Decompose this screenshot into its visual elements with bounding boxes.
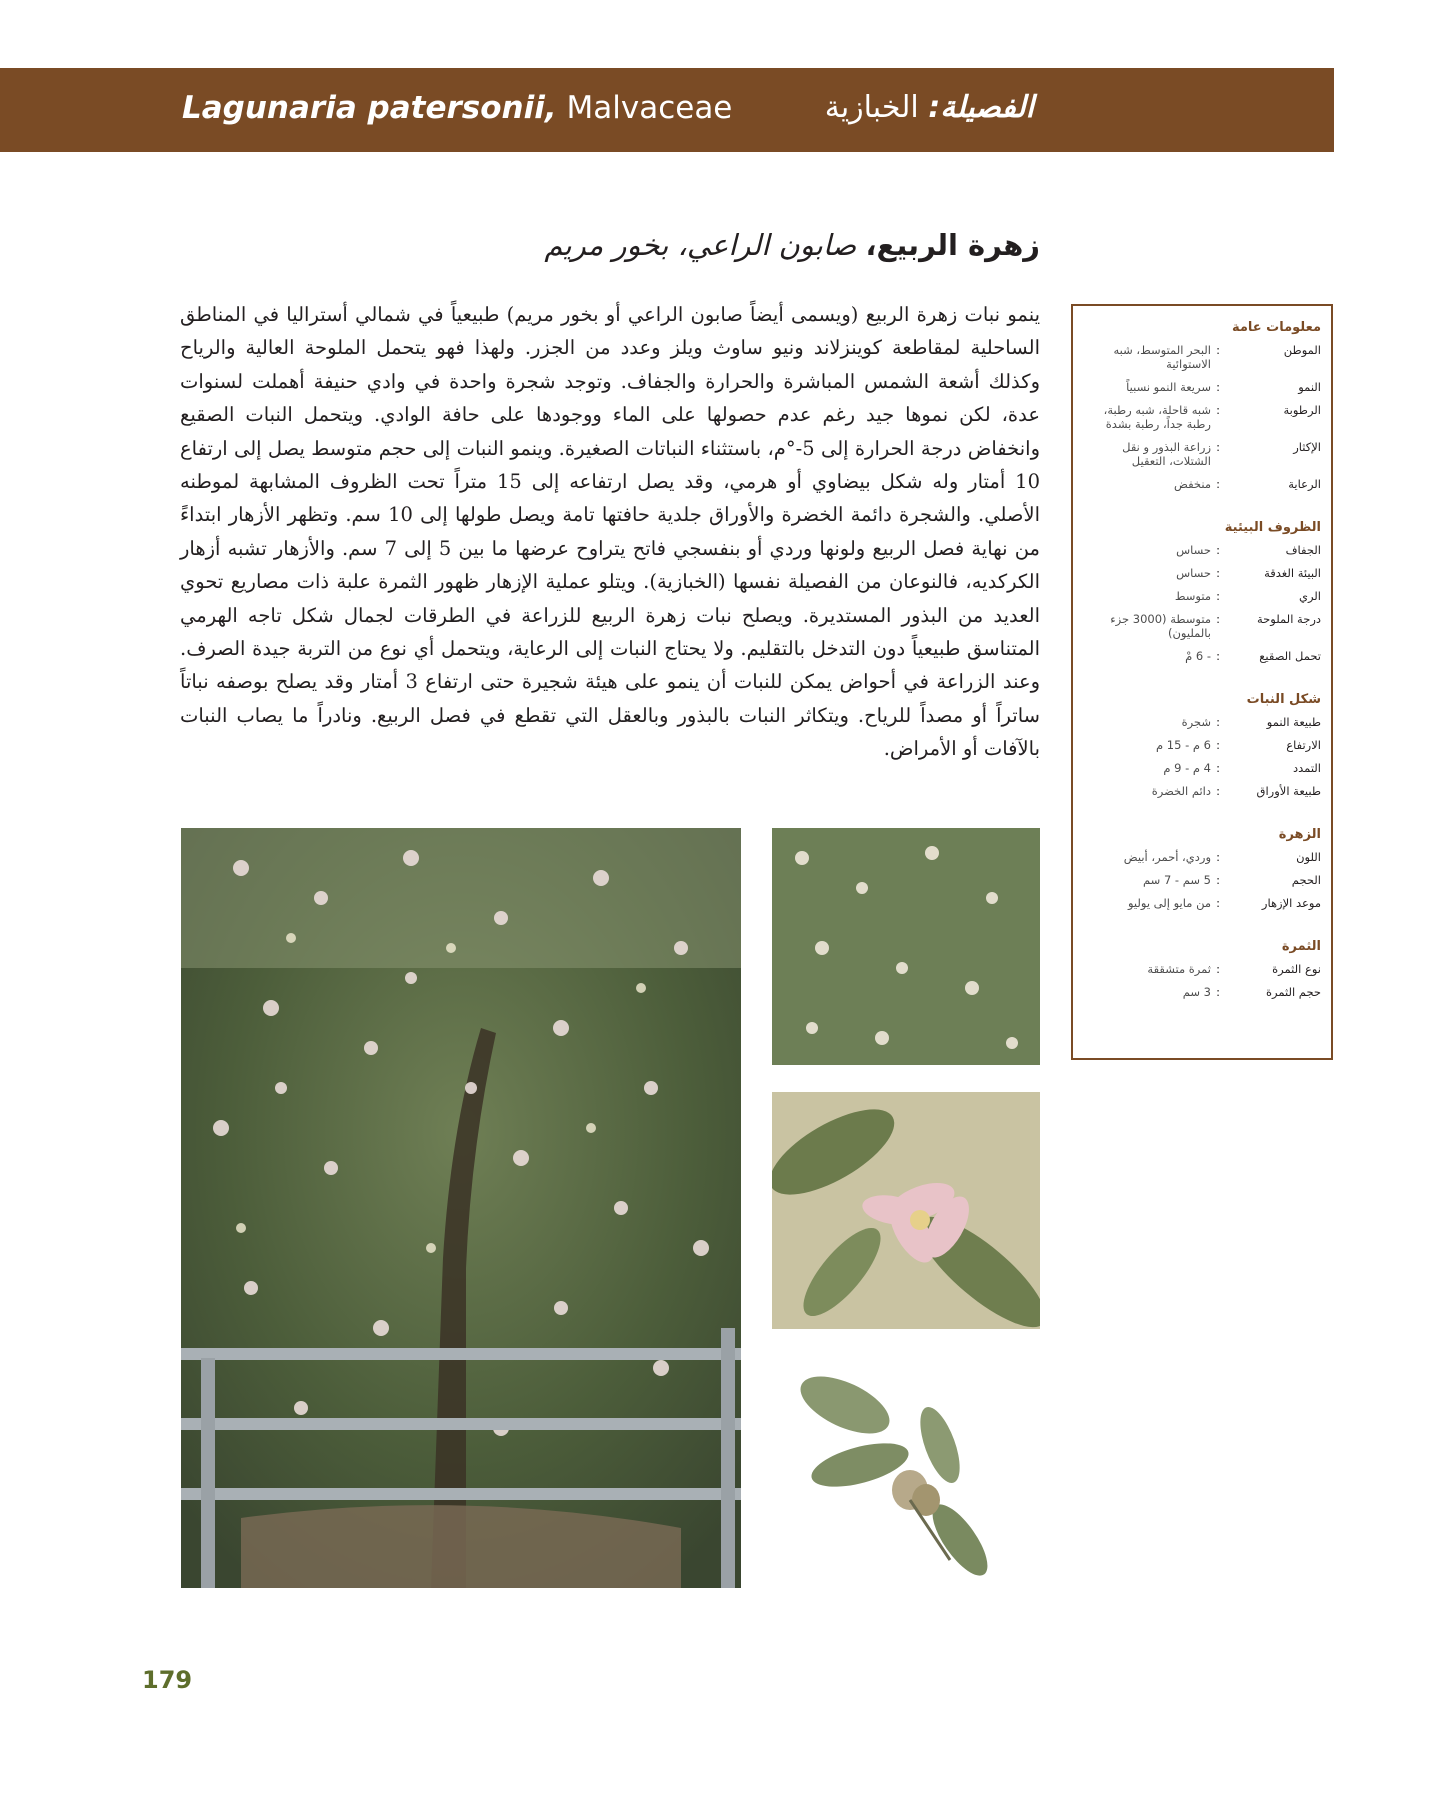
row-label: درجة الملوحة	[1257, 612, 1321, 626]
row-separator: :	[1216, 738, 1220, 752]
section-form-title: شكل النبات	[1246, 692, 1321, 707]
row-separator: :	[1216, 649, 1220, 663]
info-row	[1079, 896, 1323, 910]
section-environment-title: الظروف البيئية	[1224, 520, 1321, 535]
row-separator: :	[1216, 850, 1220, 864]
row-separator: :	[1216, 784, 1220, 798]
row-label: حجم الثمرة	[1265, 985, 1321, 999]
row-separator: :	[1216, 985, 1220, 999]
latin-family: Malvaceae	[566, 90, 733, 126]
row-label: موعد الإزهار	[1261, 896, 1321, 910]
row-separator: :	[1216, 589, 1220, 603]
family-name: الخبازية	[824, 90, 919, 125]
family-arabic	[825, 90, 1034, 125]
row-value: 5 سم - 7 سم	[1142, 873, 1211, 887]
plant-title	[180, 228, 1040, 262]
row-separator: :	[1216, 403, 1220, 417]
row-label: التمدد	[1293, 761, 1321, 775]
row-separator: :	[1216, 440, 1220, 454]
row-value: دائم الخضرة	[1151, 784, 1211, 798]
row-value: منخفض	[1174, 477, 1211, 491]
row-label: الري	[1298, 589, 1321, 603]
row-value: شبه قاحلة، شبه رطبة، رطبة جداً، رطبة بشدة	[1103, 403, 1211, 431]
info-row	[1079, 962, 1323, 976]
family-label: الفصيلة:	[928, 90, 1034, 125]
info-row	[1079, 403, 1323, 431]
row-separator: :	[1216, 896, 1220, 910]
row-label: اللون	[1296, 850, 1321, 864]
info-row	[1079, 761, 1323, 775]
row-label: نوع الثمرة	[1272, 962, 1321, 976]
row-separator: :	[1216, 566, 1220, 580]
info-row	[1079, 850, 1323, 864]
row-value: 3 سم	[1182, 985, 1211, 999]
row-label: الجفاف	[1285, 543, 1321, 557]
row-separator: :	[1216, 380, 1220, 394]
title-main: زهرة الربيع،	[865, 228, 1040, 262]
latin-species: Lagunaria patersonii,	[182, 90, 557, 126]
row-separator: :	[1216, 477, 1220, 491]
row-value: متوسطة (3000 جزء بالمليون)	[1110, 612, 1211, 640]
info-row	[1079, 738, 1323, 752]
row-label: تحمل الصقيع	[1259, 649, 1321, 663]
scientific-name	[182, 90, 732, 126]
row-separator: :	[1216, 962, 1220, 976]
info-row	[1079, 440, 1323, 468]
row-label: النمو	[1298, 380, 1321, 394]
page-number: 179	[142, 1666, 193, 1694]
info-row	[1079, 715, 1323, 729]
row-separator: :	[1216, 612, 1220, 626]
row-value: وردي، أحمر، أبيض	[1123, 850, 1211, 864]
info-box	[1071, 304, 1333, 1060]
row-separator: :	[1216, 873, 1220, 887]
flower-photo	[772, 1092, 1040, 1329]
description-paragraph: ينمو نبات زهرة الربيع (ويسمى أيضاً صابون الراعي أو بخور مريم) طبيعياً في شمالي أستراليا في المناطق الساحلية لمقاطعة كوينزلاند ونيو ساوث ويلز وعدد من الجزر. ولهذا فهو يتحمل الملوحة العالية والرياح وكذلك أشعة الشمس المباشرة والحرارة والجفاف. وتوجد شجرة واحدة في وادي حنيفة أهملت لسنوات عدة، لكن نموها جيد رغم عدم حصولها على الماء ووجودها على حافة الوادي. ويتحمل النبات الصقيع وانخفاض درجة الحرارة إلى 5-°م، باستثناء النباتات الصغيرة. وينمو النبات إلى حجم متوسط يصل إلى ارتفاع 10 أمتار وله شكل بيضاوي أو هرمي، وقد يصل ارتفاعه إلى 15 متراً تحت الظروف المشابهة لموطنه الأصلي. والشجرة دائمة الخضرة والأوراق جلدية حافتها تامة ويصل طولها إلى 10 سم. وتظهر الأزهار ابتداءً من نهاية فصل الربيع ولونها وردي أو بنفسجي فاتح يتراوح عرضها ما بين 5 إلى 7 سم. والأزهار تشبه أزهار الكركديه، فالنوعان من الفصيلة نفسها (الخبازية). ويتلو عملية الإزهار ظهور الثمرة علبة ذات مصاريع تحوي العديد من البذور المستديرة. ويصلح نبات زهرة الربيع للزراعة في الطرقات لجمال شكل تاجه الهرمي المتناسق طبيعياً دون التدخل بالتقليم. ولا يحتاج النبات إلى الرعاية، ويتحمل أي نوع من التربة جيدة الصرف. وعند الزراعة في أحواض يمكن للنبات أن ينمو على هيئة شجيرة حتى ارتفاع 3 أمتار وقد يصلح بوصفه نباتاً ساتراً أو مصداً للرياح. ويتكاثر النبات بالبذور وبالعقل التي تقطع في فصل الربيع. ونادراً ما يصاب النبات بالآفات أو الأمراض.	[180, 303, 1041, 761]
info-row	[1079, 566, 1323, 580]
row-label: طبيعة الأوراق	[1256, 784, 1321, 798]
row-value: من مايو إلى يوليو	[1127, 896, 1211, 910]
title-alternatives: صابون الراعي، بخور مريم	[544, 228, 857, 262]
info-row	[1079, 784, 1323, 798]
row-value: متوسط	[1174, 589, 1211, 603]
info-row	[1079, 612, 1323, 640]
row-value: حساس	[1176, 543, 1211, 557]
row-value: شجرة	[1181, 715, 1211, 729]
row-separator: :	[1216, 715, 1220, 729]
section-fruit-title: الثمرة	[1281, 939, 1321, 954]
row-value: البحر المتوسط، شبه الاستوائية	[1113, 343, 1211, 371]
row-separator: :	[1216, 761, 1220, 775]
fruit-photo	[790, 1350, 1020, 1590]
row-label: الحجم	[1291, 873, 1321, 887]
row-label: طبيعة النمو	[1266, 715, 1321, 729]
info-row	[1079, 477, 1323, 491]
tree-photo	[181, 828, 741, 1588]
section-general-title: معلومات عامة	[1231, 320, 1321, 335]
section-flower-title: الزهرة	[1278, 827, 1321, 842]
row-value: سريعة النمو نسبياً	[1126, 380, 1211, 394]
info-row	[1079, 873, 1323, 887]
row-value: - 6 مْ	[1185, 649, 1211, 663]
header-band	[0, 68, 1334, 152]
info-row	[1079, 343, 1323, 371]
row-label: الرطوبة	[1283, 403, 1321, 417]
foliage-photo	[772, 828, 1040, 1065]
info-row	[1079, 985, 1323, 999]
row-separator: :	[1216, 543, 1220, 557]
row-label: البيئة الغدقة	[1264, 566, 1321, 580]
info-row	[1079, 589, 1323, 603]
row-value: ثمرة متشققة	[1147, 962, 1211, 976]
row-value: حساس	[1176, 566, 1211, 580]
info-row	[1079, 649, 1323, 663]
row-value: زراعة البذور و نقل الشتلات، التعقيل	[1122, 440, 1211, 468]
row-separator: :	[1216, 343, 1220, 357]
info-row	[1079, 543, 1323, 557]
row-label: الإكثار	[1293, 440, 1321, 454]
row-label: الموطن	[1283, 343, 1321, 357]
row-label: الارتفاع	[1286, 738, 1321, 752]
row-value: 6 م - 15 م	[1156, 738, 1211, 752]
row-label: الرعاية	[1288, 477, 1321, 491]
info-row	[1079, 380, 1323, 394]
row-value: 4 م - 9 م	[1163, 761, 1211, 775]
